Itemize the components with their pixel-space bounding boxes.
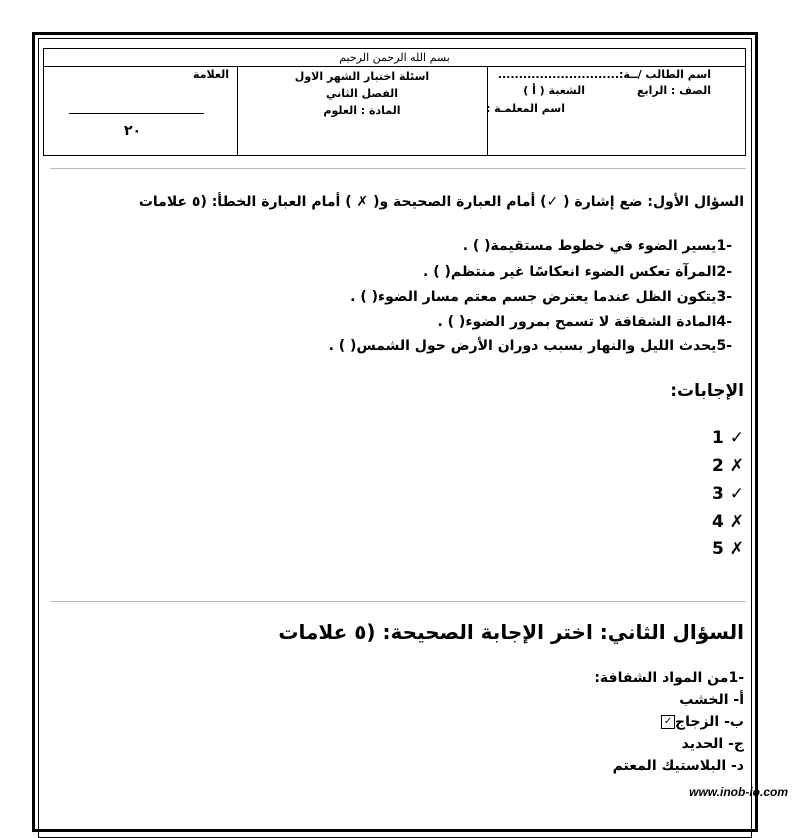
q2-question: -1من المواد الشفافة: — [594, 670, 744, 686]
option: ج- الحديد — [681, 736, 744, 752]
answer: 4 ✗ — [712, 512, 744, 532]
student-info-cell — [487, 66, 745, 155]
divider — [50, 168, 746, 169]
option: د- البلاستيك المعتم — [612, 758, 744, 774]
q1-item: -3يتكون الظل عندما يعترض جسم معتم مسار الضوء( ) . — [350, 289, 732, 305]
term: الفصل الثاني — [325, 87, 399, 100]
q1-title: السؤال الأول: ضع إشارة ( ✓) أمام العبارة الصحيحة و( ✗ ) أمام العبارة الخطأ: (٥ علامات — [138, 194, 744, 210]
student-name: اسم الطالب /ــة:............................. — [497, 68, 711, 81]
option-selected — [661, 714, 744, 731]
class: الصف : الرابع — [636, 84, 711, 97]
bismillah: بسم الله الرحمن الرحيم — [44, 49, 745, 67]
teacher: اسم المعلمـة : — [485, 102, 565, 115]
subject: المادة : العلوم — [323, 104, 401, 117]
header-table — [43, 48, 746, 156]
q1-item: -4المادة الشفافة لا تسمح بمرور الضوء( ) . — [437, 314, 732, 330]
answers-label: الإجابات: — [670, 381, 744, 401]
answer: 5 ✗ — [712, 539, 744, 559]
grade-cell — [44, 66, 238, 155]
watermark: www.inob-io.com — [689, 785, 788, 799]
q1-item: -1يسير الضوء في خطوط مستقيمة( ) . — [462, 238, 732, 254]
check-box-icon: ✓ — [661, 715, 675, 729]
answer: 1 ✓ — [712, 428, 744, 448]
section: الشعبة ( أ ) — [523, 84, 585, 97]
grade-line — [69, 113, 204, 114]
grade-total: ٢٠ — [124, 123, 142, 139]
option: أ- الخشب — [679, 692, 744, 708]
grade-label: العلامة — [193, 68, 229, 81]
divider — [50, 601, 746, 602]
answer: 3 ✓ — [712, 484, 744, 504]
exam-title: اسئلة اختبار الشهر الاول — [294, 70, 430, 83]
option-label: ب- الزجاج — [675, 714, 744, 730]
q2-title: السؤال الثاني: اختر الإجابة الصحيحة: (٥ علامات — [278, 620, 744, 644]
exam-info-cell — [237, 66, 488, 155]
page-inner-border — [38, 38, 752, 838]
answer: 2 ✗ — [712, 456, 744, 476]
q1-item: -2المرآة تعكس الضوء انعكاسًا غير منتظم( ) . — [423, 264, 732, 280]
q1-item: -5يحدث الليل والنهار بسبب دوران الأرض حول الشمس( ) . — [328, 338, 732, 354]
